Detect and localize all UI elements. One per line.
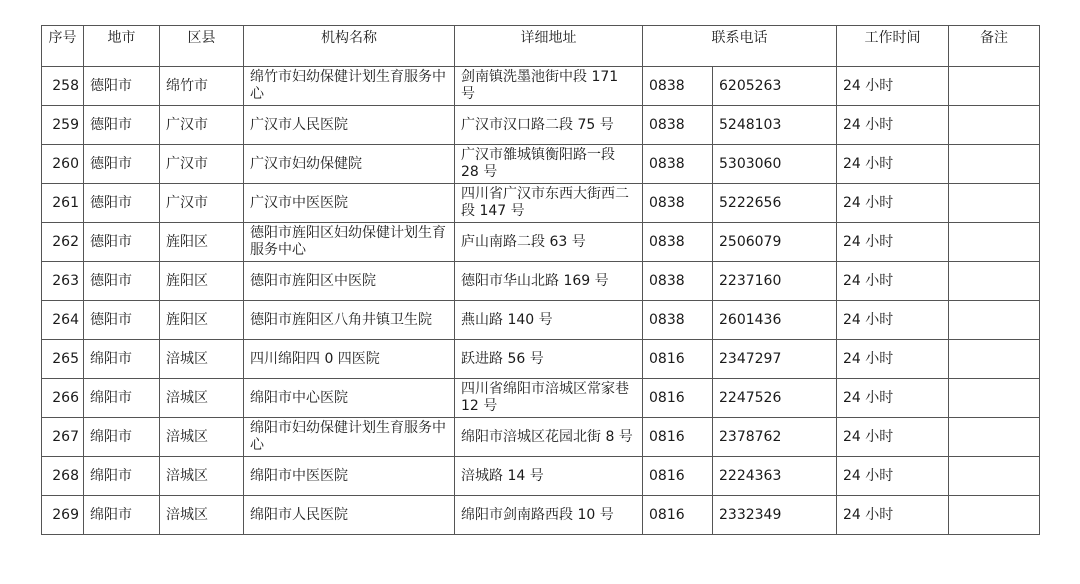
- cell-index: 265: [42, 340, 84, 379]
- institution-table: [41, 25, 1040, 535]
- cell-hours: 24 小时: [837, 418, 949, 457]
- cell-phone-number: 2347297: [713, 340, 837, 379]
- header-district: 区县: [160, 26, 244, 67]
- cell-institution-name: 绵竹市妇幼保健计划生育服务中心: [244, 67, 455, 106]
- cell-notes: [949, 340, 1040, 379]
- cell-institution-name: 绵阳市人民医院: [244, 496, 455, 535]
- cell-phone-number: 2224363: [713, 457, 837, 496]
- table-row: [42, 301, 1040, 340]
- cell-address: 剑南镇洗墨池街中段 171 号: [455, 67, 643, 106]
- cell-area-code: 0838: [643, 67, 713, 106]
- cell-area-code: 0816: [643, 496, 713, 535]
- cell-city: 德阳市: [84, 301, 160, 340]
- cell-hours: 24 小时: [837, 145, 949, 184]
- cell-notes: [949, 262, 1040, 301]
- table-row: [42, 457, 1040, 496]
- cell-district: 旌阳区: [160, 223, 244, 262]
- cell-district: 涪城区: [160, 496, 244, 535]
- table-row: [42, 340, 1040, 379]
- cell-index: 264: [42, 301, 84, 340]
- table-row: [42, 145, 1040, 184]
- cell-area-code: 0816: [643, 457, 713, 496]
- cell-area-code: 0838: [643, 184, 713, 223]
- cell-city: 德阳市: [84, 184, 160, 223]
- cell-district: 旌阳区: [160, 262, 244, 301]
- cell-institution-name: 广汉市人民医院: [244, 106, 455, 145]
- table-row: [42, 223, 1040, 262]
- cell-district: 广汉市: [160, 145, 244, 184]
- cell-institution-name: 德阳市旌阳区八角井镇卫生院: [244, 301, 455, 340]
- institution-table-container: [41, 25, 1039, 535]
- cell-city: 绵阳市: [84, 418, 160, 457]
- cell-area-code: 0838: [643, 145, 713, 184]
- cell-address: 广汉市雒城镇衡阳路一段 28 号: [455, 145, 643, 184]
- table-row: [42, 379, 1040, 418]
- cell-notes: [949, 418, 1040, 457]
- cell-institution-name: 德阳市旌阳区中医院: [244, 262, 455, 301]
- header-index: 序号: [42, 26, 84, 67]
- cell-address: 庐山南路二段 63 号: [455, 223, 643, 262]
- cell-address: 德阳市华山北路 169 号: [455, 262, 643, 301]
- header-row: [42, 26, 1040, 67]
- cell-district: 旌阳区: [160, 301, 244, 340]
- cell-city: 绵阳市: [84, 457, 160, 496]
- table-row: [42, 67, 1040, 106]
- cell-hours: 24 小时: [837, 262, 949, 301]
- cell-city: 德阳市: [84, 67, 160, 106]
- cell-index: 258: [42, 67, 84, 106]
- table-row: [42, 106, 1040, 145]
- header-phone: 联系电话: [643, 26, 837, 67]
- table-header: [42, 26, 1040, 67]
- cell-city: 绵阳市: [84, 340, 160, 379]
- header-address: 详细地址: [455, 26, 643, 67]
- cell-address: 广汉市汉口路二段 75 号: [455, 106, 643, 145]
- cell-phone-number: 2506079: [713, 223, 837, 262]
- cell-phone-number: 2237160: [713, 262, 837, 301]
- cell-notes: [949, 184, 1040, 223]
- cell-institution-name: 德阳市旌阳区妇幼保健计划生育服务中心: [244, 223, 455, 262]
- cell-address: 绵阳市涪城区花园北街 8 号: [455, 418, 643, 457]
- table-row: [42, 262, 1040, 301]
- cell-district: 广汉市: [160, 106, 244, 145]
- cell-phone-number: 5222656: [713, 184, 837, 223]
- cell-area-code: 0838: [643, 262, 713, 301]
- cell-notes: [949, 301, 1040, 340]
- cell-phone-number: 2601436: [713, 301, 837, 340]
- cell-district: 广汉市: [160, 184, 244, 223]
- cell-phone-number: 2247526: [713, 379, 837, 418]
- header-city: 地市: [84, 26, 160, 67]
- cell-address: 四川省广汉市东西大街西二段 147 号: [455, 184, 643, 223]
- cell-city: 绵阳市: [84, 379, 160, 418]
- cell-city: 绵阳市: [84, 496, 160, 535]
- cell-city: 德阳市: [84, 262, 160, 301]
- cell-notes: [949, 106, 1040, 145]
- cell-area-code: 0838: [643, 223, 713, 262]
- cell-area-code: 0816: [643, 340, 713, 379]
- cell-institution-name: 广汉市妇幼保健院: [244, 145, 455, 184]
- cell-hours: 24 小时: [837, 301, 949, 340]
- cell-phone-number: 2378762: [713, 418, 837, 457]
- cell-address: 绵阳市剑南路西段 10 号: [455, 496, 643, 535]
- cell-index: 259: [42, 106, 84, 145]
- table-row: [42, 496, 1040, 535]
- cell-area-code: 0816: [643, 418, 713, 457]
- cell-index: 261: [42, 184, 84, 223]
- cell-hours: 24 小时: [837, 379, 949, 418]
- cell-index: 268: [42, 457, 84, 496]
- cell-phone-number: 5248103: [713, 106, 837, 145]
- cell-hours: 24 小时: [837, 496, 949, 535]
- table-row: [42, 418, 1040, 457]
- table-row: [42, 184, 1040, 223]
- cell-institution-name: 广汉市中医医院: [244, 184, 455, 223]
- cell-hours: 24 小时: [837, 223, 949, 262]
- cell-address: 四川省绵阳市涪城区常家巷 12 号: [455, 379, 643, 418]
- cell-index: 267: [42, 418, 84, 457]
- cell-hours: 24 小时: [837, 184, 949, 223]
- cell-phone-number: 6205263: [713, 67, 837, 106]
- cell-notes: [949, 379, 1040, 418]
- cell-district: 涪城区: [160, 418, 244, 457]
- table-body: [42, 67, 1040, 535]
- cell-index: 266: [42, 379, 84, 418]
- cell-institution-name: 绵阳市中医医院: [244, 457, 455, 496]
- cell-hours: 24 小时: [837, 67, 949, 106]
- cell-city: 德阳市: [84, 223, 160, 262]
- cell-address: 燕山路 140 号: [455, 301, 643, 340]
- cell-district: 涪城区: [160, 340, 244, 379]
- header-notes: 备注: [949, 26, 1040, 67]
- cell-notes: [949, 145, 1040, 184]
- cell-index: 262: [42, 223, 84, 262]
- cell-phone-number: 5303060: [713, 145, 837, 184]
- cell-index: 260: [42, 145, 84, 184]
- cell-hours: 24 小时: [837, 457, 949, 496]
- cell-hours: 24 小时: [837, 106, 949, 145]
- header-hours: 工作时间: [837, 26, 949, 67]
- cell-institution-name: 绵阳市中心医院: [244, 379, 455, 418]
- cell-institution-name: 绵阳市妇幼保健计划生育服务中心: [244, 418, 455, 457]
- cell-district: 涪城区: [160, 379, 244, 418]
- cell-city: 德阳市: [84, 145, 160, 184]
- cell-hours: 24 小时: [837, 340, 949, 379]
- cell-phone-number: 2332349: [713, 496, 837, 535]
- cell-index: 263: [42, 262, 84, 301]
- cell-area-code: 0838: [643, 301, 713, 340]
- cell-city: 德阳市: [84, 106, 160, 145]
- cell-area-code: 0816: [643, 379, 713, 418]
- header-institution-name: 机构名称: [244, 26, 455, 67]
- cell-notes: [949, 67, 1040, 106]
- cell-address: 跃进路 56 号: [455, 340, 643, 379]
- cell-area-code: 0838: [643, 106, 713, 145]
- cell-district: 绵竹市: [160, 67, 244, 106]
- cell-address: 涪城路 14 号: [455, 457, 643, 496]
- cell-institution-name: 四川绵阳四 0 四医院: [244, 340, 455, 379]
- cell-notes: [949, 223, 1040, 262]
- cell-notes: [949, 496, 1040, 535]
- cell-index: 269: [42, 496, 84, 535]
- cell-district: 涪城区: [160, 457, 244, 496]
- cell-notes: [949, 457, 1040, 496]
